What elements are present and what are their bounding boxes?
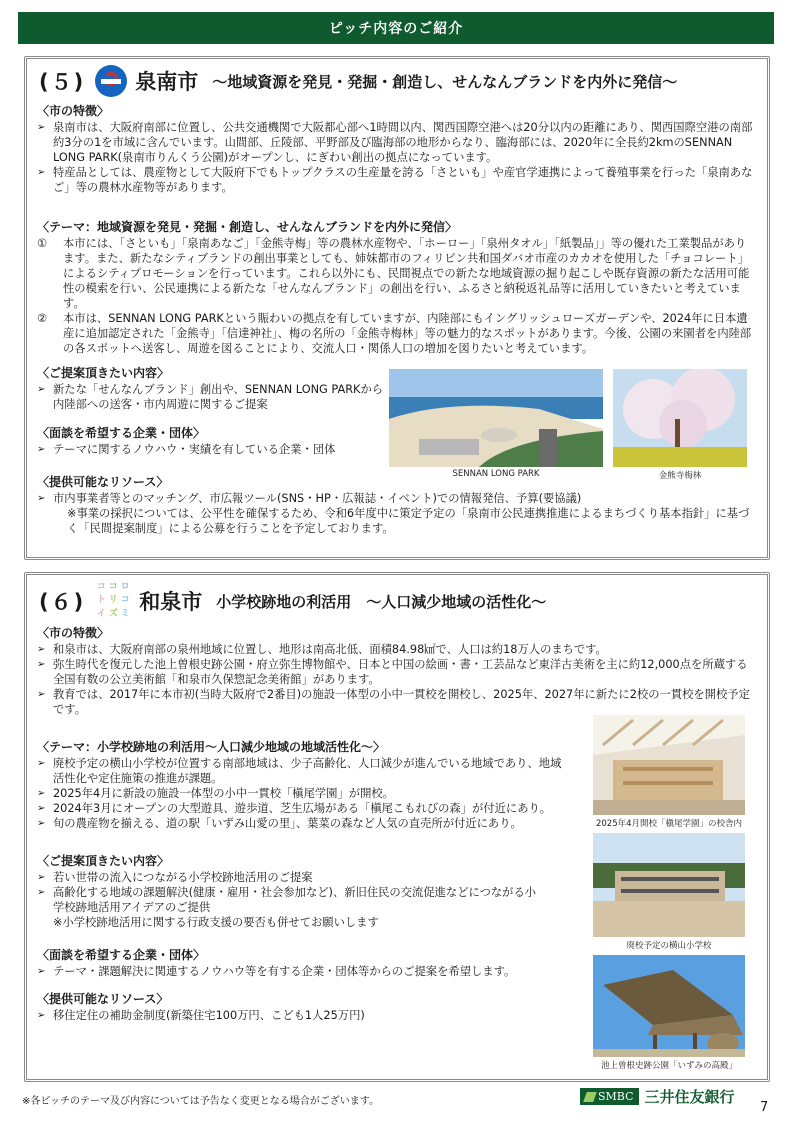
pitch-subtitle: ～地域資源を発見・発掘・創造し、せんなんブランドを内外に発信～ <box>212 72 678 91</box>
kinyuji-plum-grove-photo <box>613 369 747 467</box>
list-item: ➢ 若い世帯の流入につながる小学校跡地活用のご提案 <box>37 870 537 885</box>
photo-caption: 金熊寺梅林 <box>658 471 702 481</box>
list-item: ➢ 2024年3月にオープンの大型遊具、遊歩道、芝生広場がある「槇尾こもれびの森」が付近にあり。 <box>37 801 567 816</box>
heading-proposal: 〈ご提案頂きたい内容〉 <box>37 854 170 868</box>
list-item: ➢ 特産品としては、農産物として大阪府下でもトップクラスの生産量を誇る「さといも」や産官学連携によって養殖事業を行った「泉南あなご」等の農林水産物等があります。 <box>37 165 757 195</box>
pitch-card-sennan <box>24 56 770 560</box>
izumi-takadono-photo <box>593 955 745 1057</box>
list-item: ➢ 市内事業者等とのマッチング、市広報ツール(SNS・HP・広報誌・イベント)での情報発信、予算(要協議) <box>37 491 757 506</box>
note-text: ※事業の採択については、公平性を確保するため、令和6年度中に策定予定の「泉南市公民連携推進によるまちづくり基本指針」に基づく「民間提案制度」による公募を行うことを予定しております。 <box>67 507 750 535</box>
photo-caption: 池上曽根史跡公園「いずみの高殿」 <box>600 1061 737 1071</box>
list-item: ➢ 移住定住の補助金制度(新築住宅100万円、こども1人25万円) <box>37 1008 577 1023</box>
proposal-request <box>37 365 387 412</box>
photo-caption: 2025年4月開校「槇尾学園」の校舎内 <box>595 819 743 829</box>
smbc-logo-icon: SMBC <box>580 1088 639 1105</box>
list-item: ➢ 高齢化する地域の課題解決(健康・雇用・社会参加など)、新旧住民の交流促進などにつながる小学校跡地活用アイデアのご提供 <box>37 885 537 915</box>
photo-caption: SENNAN LONG PARK <box>452 469 540 479</box>
city-features <box>37 103 757 195</box>
heading-meeting: 〈面談を希望する企業・団体〉 <box>37 426 206 440</box>
theme-section <box>37 739 567 831</box>
makio-gakuen-interior-photo <box>593 715 745 815</box>
sennan-long-park-photo <box>389 369 603 467</box>
note-text: ※小学校跡地活用に関する行政支援の要否も併せてお願いします <box>53 916 379 929</box>
izumi-logo-icon: コ コ ロ ト リ コ イ ズ ミ <box>96 582 130 619</box>
heading-proposal: 〈ご提案頂きたい内容〉 <box>37 366 170 380</box>
available-resources <box>37 991 577 1023</box>
sennan-logo-icon <box>95 65 127 97</box>
heading-resources: 〈提供可能なリソース〉 <box>37 992 169 1006</box>
meeting-target <box>37 947 587 979</box>
list-item: ➢ 弥生時代を復元した池上曽根史跡公園・府立弥生博物館や、日本と中国の絵画・書・工芸品など東洋古美術を主に約12,000点を所蔵する全国有数の公立美術館「和泉市久保惣記念美術館」があります。 <box>37 657 757 687</box>
pitch-card-izumi <box>24 572 770 1082</box>
list-item: ➢ 旬の農産物を揃える、道の駅「いずみ山愛の里」、葉菜の森など人気の直売所が付近にあり。 <box>37 816 567 831</box>
list-item: ➢ テーマ・課題解決に関連するノウハウ等を有する企業・団体等からのご提案を希望します。 <box>37 964 587 979</box>
yokoyama-elementary-photo <box>593 833 745 937</box>
page-number: 7 <box>760 1100 769 1115</box>
list-item: ② 本市は、SENNAN LONG PARKという賑わいの拠点を有していますが、内陸部にもイングリッシュローズガーデンや、2024年に日本遺産に追加認定された「金熊寺」「信達神社」、梅の名所の「金熊寺梅林」等の魅力的なスポットがあります。今後、公園の来園者を内陸部の各スポットへ送客し、周遊を図ることにより、交流人口・関係人口の増加を図りたいと考えています。 <box>37 312 752 355</box>
pitch-subtitle: 小学校跡地の利活用 ～人口減少地域の活性化～ <box>216 592 547 611</box>
proposal-request <box>37 853 537 930</box>
list-item: ➢ 新たな「せんなんブランド」創出や、SENNAN LONG PARKから内陸部への送客・市内周遊に関するご提案 <box>37 382 387 412</box>
footer-note: ※各ピッチのテーマ及び内容については予告なく変更となる場合がございます。 <box>22 1096 379 1107</box>
heading-resources: 〈提供可能なリソース〉 <box>37 475 169 489</box>
card-title <box>39 65 677 97</box>
list-item: ➢ 2025年4月に新設の施設一体型の小中一貫校「槇尾学園」が開校。 <box>37 786 567 801</box>
list-item: ➢ テーマに関するノウハウ・実績を有している企業・団体 <box>37 442 387 457</box>
heading-features: 〈市の特徴〉 <box>37 104 110 118</box>
list-item: ➢ 教育では、2017年に本市初(当時大阪府で2番目)の施設一体型の小中一貫校を開校し、2025年、2027年に新たに2校の一貫校を開校予定です。 <box>37 687 757 717</box>
heading-theme: 〈テーマ：地域資源を発見・発掘・創造し、せんなんブランドを内外に発信〉 <box>37 220 458 234</box>
meeting-target <box>37 425 387 457</box>
bank-logo <box>580 1086 735 1107</box>
pitch-number: (６) <box>39 590 86 614</box>
city-features <box>37 625 757 717</box>
list-item: ➢ 和泉市は、大阪府南部の泉州地域に位置し、地形は南高北低、面積84.98㎢で、人口は約18万人のまちです。 <box>37 642 757 657</box>
theme-section <box>37 219 757 356</box>
card-title <box>39 581 546 621</box>
heading-features: 〈市の特徴〉 <box>37 626 110 640</box>
list-item: ➢ 廃校予定の横山小学校が位置する南部地域は、少子高齢化、人口減少が進んでいる地域であり、地域活性化や定住施策の推進が課題。 <box>37 756 567 786</box>
heading-meeting: 〈面談を希望する企業・団体〉 <box>37 948 206 962</box>
pitch-number: (５) <box>39 70 86 94</box>
bank-name: 三井住友銀行 <box>644 1088 735 1106</box>
list-item: ① 本市には、「さといも」「泉南あなご」「金熊寺梅」等の農林水産物や、「ホーロー」「泉州タオル」「紙製品」」等の優れた工業製品があります。また、新たなシティブランドの創出事業としても、姉妹都市のフィリピン共和国ダバオ市産のカカオを使用した「チョコレート」によるシティプロモーションを行っています。これら以外にも、民間視点での新たな地域資源の掘り起こしや既存資源の新たな活用可能性の模索を行い、公民連携による新たな「せんなんブランド」の創出を行い、ふるさと納税返礼品等に活用していきたいと考えています。 <box>37 237 750 310</box>
photo-caption: 廃校予定の横山小学校 <box>626 941 712 951</box>
heading-theme: 〈テーマ：小学校跡地の利活用～人口減少地域の地域活性化～〉 <box>37 740 386 754</box>
city-name: 和泉市 <box>139 590 203 614</box>
city-name: 泉南市 <box>135 70 199 94</box>
section-banner: ピッチ内容のご紹介 <box>18 12 774 44</box>
list-item: ➢ 泉南市は、大阪府南部に位置し、公共交通機関で大阪都心部へ1時間以内、関西国際空港へは20分以内の距離にあり、関西国際空港の南部約3分の1を市域に含んでいます。山間部、丘陵部、平野部及び臨海部の地形からなり、臨海部には、2020年に全長約2kmのSENNAN LONG PARK(泉南市りんくう公園)がオープンし、にぎわい創出の拠点になっています。 <box>37 120 757 165</box>
available-resources <box>37 474 757 536</box>
